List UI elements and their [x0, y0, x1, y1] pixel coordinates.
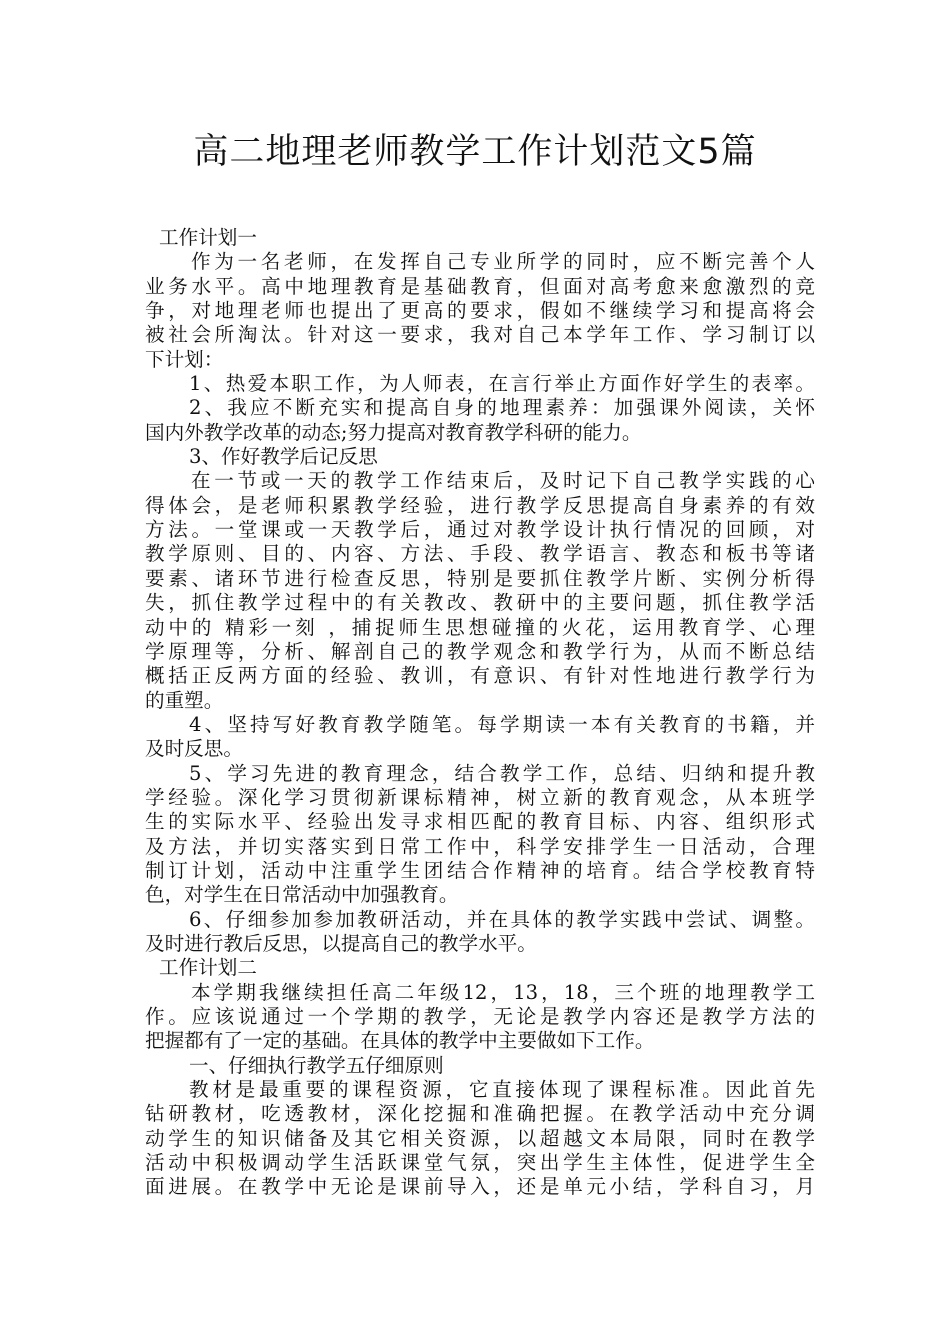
text-line: 方法。一堂课或一天教学后，通过对教学设计执行情况的回顾，对 [145, 518, 815, 542]
text-line: 动学生的知识储备及其它相关资源，以超越文本局限，同时在教学 [145, 1126, 815, 1150]
text-line: 国内外教学改革的动态;努力提高对教育教学科研的能力。 [145, 420, 642, 444]
section-heading: 工作计划一 [159, 226, 257, 249]
text-line: 钻研教材，吃透教材，深化挖掘和准确把握。在教学活动中充分调 [145, 1102, 815, 1126]
text-line: 及时进行教后反思，以提高自己的教学水平。 [145, 931, 537, 955]
text-line: 把握都有了一定的基础。在具体的教学中主要做如下工作。 [145, 1029, 655, 1053]
text-line: 活动中积极调动学生活跃课堂气氛，突出学生主体性，促进学生全 [145, 1151, 815, 1175]
text-line: 面进展。在教学中无论是课前导入，还是单元小结，学科自习，月 [145, 1175, 815, 1199]
text-line: 争，对地理老师也提出了更高的要求，假如不继续学习和提高将会 [145, 299, 815, 323]
text-line: 教学原则、目的、内容、方法、手段、教学语言、教态和板书等诸 [145, 542, 815, 566]
text-line: 本学期我继续担任高二年级12，13，18，三个班的地理教学工 [191, 980, 815, 1004]
text-line: 下计划： [145, 347, 224, 371]
text-line: 4、坚持写好教育教学随笔。每学期读一本有关教育的书籍，并 [189, 712, 815, 736]
text-line: 生的实际水平、经验出发寻求相匹配的教育目标、内容、组织形式 [145, 810, 815, 834]
text-line: 色，对学生在日常活动中加强教育。 [145, 883, 459, 907]
text-line: 一、仔细执行教学五仔细原则 [189, 1053, 444, 1077]
text-line: 3、作好教学后记反思 [189, 445, 378, 469]
text-line: 业务水平。高中地理教育是基础教育，但面对高考愈来愈激烈的竞 [145, 274, 815, 298]
text-line: 作为一名老师，在发挥自己专业所学的同时，应不断完善个人 [191, 250, 815, 274]
text-line: 学经验。深化学习贯彻新课标精神，树立新的教育观念，从本班学 [145, 785, 815, 809]
text-line: 概括正反两方面的经验、教训，有意识、有针对性地进行教学行为 [145, 664, 815, 688]
text-line: 2、我应不断充实和提高自身的地理素养：加强课外阅读，关怀 [189, 396, 815, 420]
text-line: 的重塑。 [145, 688, 224, 712]
text-line: 及方法，并切实落实到日常工作中，科学安排学生一日活动，合理 [145, 834, 815, 858]
section-heading: 工作计划二 [159, 956, 257, 980]
text-line: 5、学习先进的教育理念，结合教学工作，总结、归纳和提升教 [189, 761, 815, 785]
text-line: 要素、诸环节进行检查反思，特别是要抓住教学片断、实例分析得 [145, 566, 815, 590]
document-body [145, 226, 815, 1200]
text-line: 及时反思。 [145, 737, 243, 761]
text-line: 在一节或一天的教学工作结束后，及时记下自己教学实践的心 [191, 469, 815, 493]
text-line: 动中的 精彩一刻 ，捕捉师生思想碰撞的火花，运用教育学、心理 [145, 615, 815, 639]
text-line: 学原理等，分析、解剖自己的教学观念和教学行为，从而不断总结 [145, 639, 815, 663]
text-line: 被社会所淘汰。针对这一要求，我对自己本学年工作、学习制订以 [145, 323, 815, 347]
text-line: 作。应该说通过一个学期的教学，无论是教学内容还是教学方法的 [145, 1005, 815, 1028]
text-line: 6、仔细参加参加教研活动，并在具体的教学实践中尝试、调整。 [189, 907, 815, 931]
text-line: 失，抓住教学过程中的有关教改、教研中的主要问题，抓住教学活 [145, 591, 815, 615]
text-line: 1、热爱本职工作，为人师表，在言行举止方面作好学生的表率。 [189, 372, 815, 396]
document-title: 高二地理老师教学工作计划范文5篇 [193, 132, 757, 172]
text-line: 制订计划，活动中注重学生团结合作精神的培育。结合学校教育特 [145, 858, 815, 882]
text-line: 得体会，是老师积累教学经验，进行教学反思提高自身素养的有效 [145, 493, 815, 517]
text-line: 教材是最重要的课程资源，它直接体现了课程标准。因此首先 [189, 1078, 815, 1102]
